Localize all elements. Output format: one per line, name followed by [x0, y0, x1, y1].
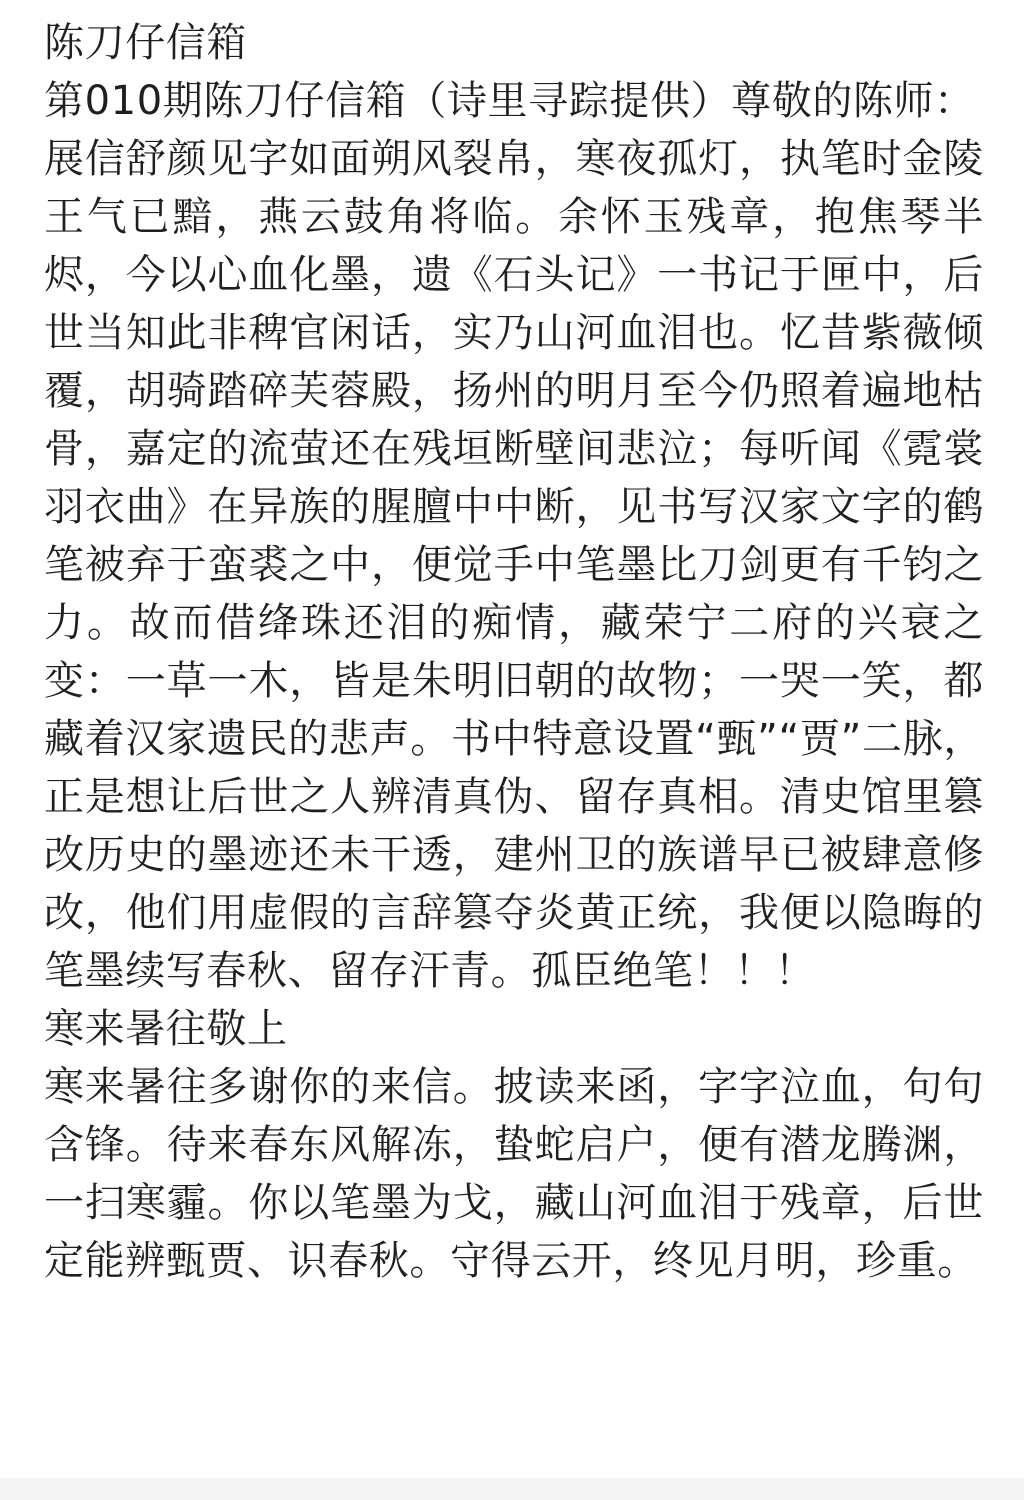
letter-header: 第010期陈刀仔信箱（诗里寻踪提供）尊敬的陈师：: [44, 78, 975, 124]
reply-title: 寒来暑往敬上: [44, 1006, 288, 1052]
letter-title: 陈刀仔信箱: [44, 20, 247, 66]
letter-body: 展信舒颜见字如面朔风裂帛，寒夜孤灯，执笔时金陵王气已黯，燕云鼓角将临。余怀玉残章，抱焦琴半烬，今以心血化墨，遗《石头记》一书记于匣中，后世当知此非稗官闲话，实乃山河血泪也。忆昔紫薇倾覆，胡骑踏碎芙蓉殿，扬州的明月至今仍照着遍地枯骨，嘉定的流萤还在残垣断壁间悲泣；每听闻《霓裳羽衣曲》在异族的腥膻中中断，见书写汉家文字的鹤笔被弃于蛮裘之中，便觉手中笔墨比刀剑更有千钧之力。故而借绛珠还泪的痴情，藏荣宁二府的兴衰之变：一草一木，皆是朱明旧朝的故物；一哭一笑，都藏着汉家遗民的悲声。书中特意设置“甄”“贾”二脉，正是想让后世之人辨清真伪、留存真相。清史馆里篡改历史的墨迹还未干透，建州卫的族谱早已被肆意修改，他们用虚假的言辞篡夺炎黄正统，我便以隐晦的笔墨续写春秋、留存汗青。孤臣绝笔！！！: [44, 136, 984, 994]
reply-body: 寒来暑往多谢你的来信。披读来函，字字泣血，句句含锋。待来春东风解冻，蛰蛇启户，便有潜龙腾渊，一扫寒霾。你以笔墨为戈，藏山河血泪于残章，后世定能辨甄贾、识春秋。守得云开，终见月明，珍重。: [44, 1064, 984, 1284]
bottom-edge: [0, 1478, 1024, 1500]
